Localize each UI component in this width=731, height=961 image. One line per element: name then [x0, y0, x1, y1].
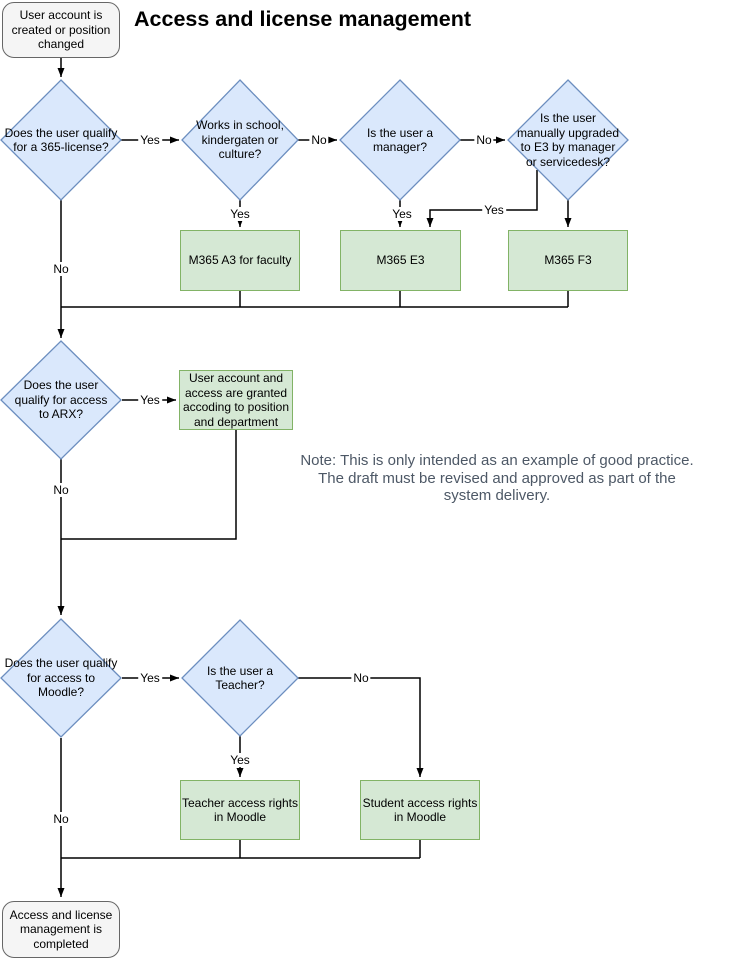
decision-moodle-label: Does the user qualify for access to Moodle?: [4, 656, 118, 700]
edge-license-collector: [61, 291, 568, 307]
edge-label-moodle-no: No: [53, 812, 69, 826]
node-grant-access: User account and access are granted accoding to position and department: [179, 370, 293, 430]
edge-label-teacher-no: No: [353, 671, 369, 685]
edge-label-arx-yes: Yes: [140, 393, 160, 407]
node-start: User account is created or position changed: [2, 2, 120, 58]
edge-label-arx-no: No: [53, 483, 69, 497]
edge-moodle-collector: [61, 840, 420, 858]
edge-label-moodle-yes: Yes: [140, 671, 160, 685]
node-m365-a3: M365 A3 for faculty: [180, 230, 300, 291]
decision-school-label: Works in school, kindergaten or culture?: [196, 118, 284, 162]
decision-manager-label: Is the user a manager?: [366, 125, 434, 154]
node-end: Access and license management is completed: [2, 901, 120, 958]
diagram-title: Access and license management: [134, 7, 471, 31]
decision-365-license-label: Does the user qualify for a 365-license?: [4, 125, 118, 154]
edge-label-license-no: No: [53, 262, 69, 276]
edge-label-upgrade-yes: Yes: [484, 203, 504, 217]
decision-arx-label: Does the user qualify for access to ARX?: [14, 378, 108, 422]
edge-label-license-yes: Yes: [140, 133, 160, 147]
decision-upgrade-label: Is the user manually upgraded to E3 by manager or servicedesk?: [516, 111, 620, 169]
node-m365-f3: M365 F3: [508, 230, 628, 291]
edge-label-manager-no: No: [476, 133, 492, 147]
node-student-rights: Student access rights in Moodle: [360, 780, 480, 840]
node-m365-e3: M365 E3: [340, 230, 461, 291]
edge-teacher-no: [298, 678, 420, 777]
edge-label-manager-yes: Yes: [392, 207, 412, 221]
node-teacher-rights: Teacher access rights in Moodle: [180, 780, 300, 840]
note-text: Note: This is only intended as an example of good practice. The draft must be revised and approved as part of the system delivery.: [300, 452, 694, 504]
edge-label-teacher-yes: Yes: [230, 753, 250, 767]
edge-label-school-no: No: [311, 133, 327, 147]
edge-grant-collector: [61, 430, 236, 539]
edge-upgrade-yes: [430, 170, 537, 227]
edge-label-school-yes: Yes: [230, 207, 250, 221]
decision-teacher-label: Is the user a Teacher?: [206, 663, 274, 692]
